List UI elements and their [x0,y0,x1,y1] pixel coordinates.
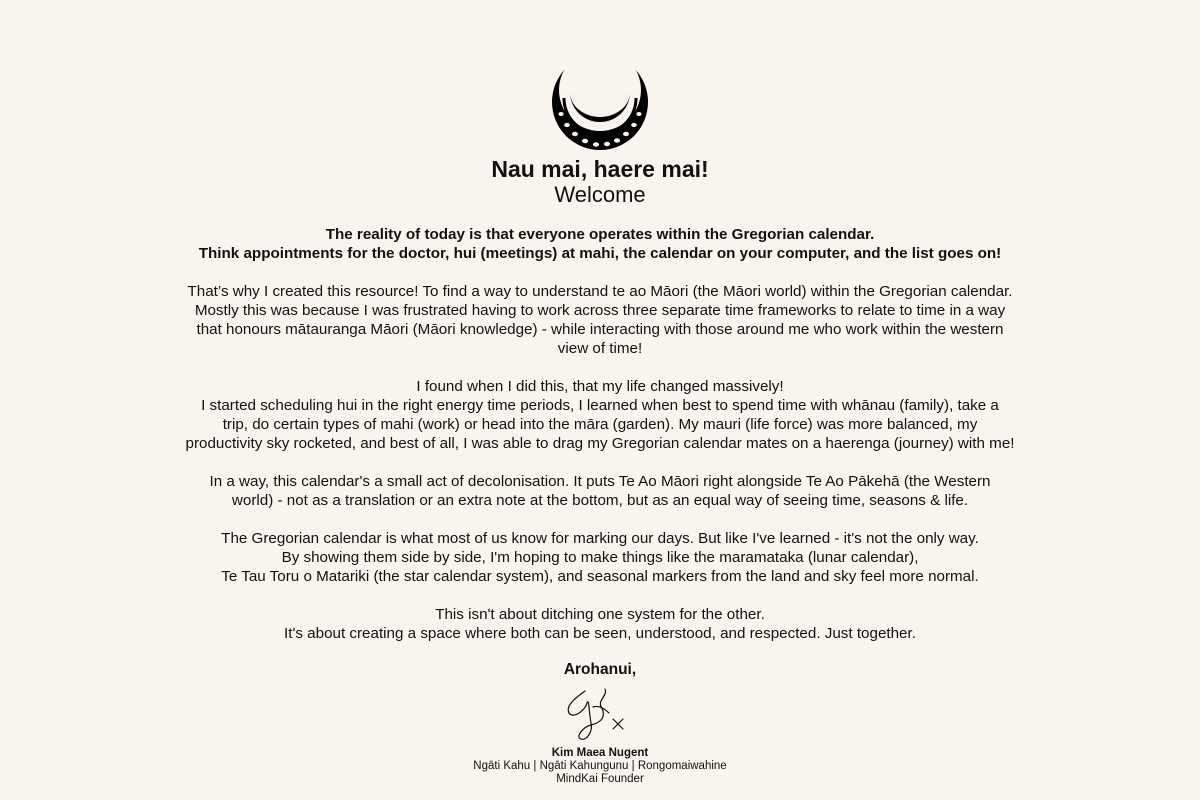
crescent-moon-icon [550,52,650,152]
paragraph-line: view of time! [557,340,643,357]
paragraph-line: world) - not as a translation or an extra note at the bottom, but as an equal way of seeing time, seasons & life. [231,492,969,509]
signatory-role: MindKai Founder [556,773,644,785]
paragraph-line: Te Tau Toru o Matariki (the star calendar system), and seasonal markers from the land and sky feel more normal. [221,568,979,585]
handwritten-signature [555,683,645,745]
welcome-heading: Nau mai, haere mai! [491,156,709,182]
intro-paragraph [120,225,1080,263]
paragraph-line: Mostly this was because I was frustrated having to work across three separate time frameworks to relate to time in a way [194,302,1006,319]
paragraph-life-changed [120,377,1080,453]
paragraph-line: It's about creating a space where both can be seen, understood, and respected. Just together. [284,625,916,642]
paragraph-line: That’s why I created this resource! To find a way to understand te ao Māori (the Māori world) within the Gregorian calendar. [187,283,1013,300]
paragraph-line: This isn't about ditching one system for the other. [435,606,765,623]
intro-line: Think appointments for the doctor, hui (meetings) at mahi, the calendar on your computer, and the list goes on! [198,245,1002,262]
paragraph-line: In a way, this calendar's a small act of decolonisation. It puts Te Ao Māori right alongside Te Ao Pākehā (the Western [209,473,991,490]
intro-line: The reality of today is that everyone operates within the Gregorian calendar. [325,226,875,243]
paragraph-line: I found when I did this, that my life changed massively! [416,378,784,395]
paragraph-line: I started scheduling hui in the right energy time periods, I learned when best to spend time with whānau (family), take a [201,397,999,414]
signatory-affiliation: Ngāti Kahu | Ngāti Kahungunu | Rongomaiwahine [473,760,727,772]
paragraph-resource [120,282,1080,358]
paragraph-line: productivity sky rocketed, and best of all, I was able to drag my Gregorian calendar mates on a haerenga (journey) with me! [185,435,1015,452]
paragraph-line: By showing them side by side, I'm hoping to make things like the maramataka (lunar calendar), [281,549,919,566]
letter-body [120,225,1080,662]
signatory-name: Kim Maea Nugent [551,747,649,759]
paragraph-line: The Gregorian calendar is what most of us know for marking our days. But like I've learned - it's not the only way. [221,530,979,547]
paragraph-decolonisation [120,472,1080,510]
paragraph-together [120,605,1080,643]
paragraph-side-by-side [120,529,1080,586]
closing-greeting: Arohanui, [563,661,637,678]
paragraph-line: trip, do certain types of mahi (work) or head into the māra (garden). My mauri (life force) was more balanced, my [222,416,978,433]
paragraph-line: that honours mātauranga Māori (Māori knowledge) - while interacting with those around me who work within the western [196,321,1004,338]
welcome-subheading: Welcome [554,182,646,207]
